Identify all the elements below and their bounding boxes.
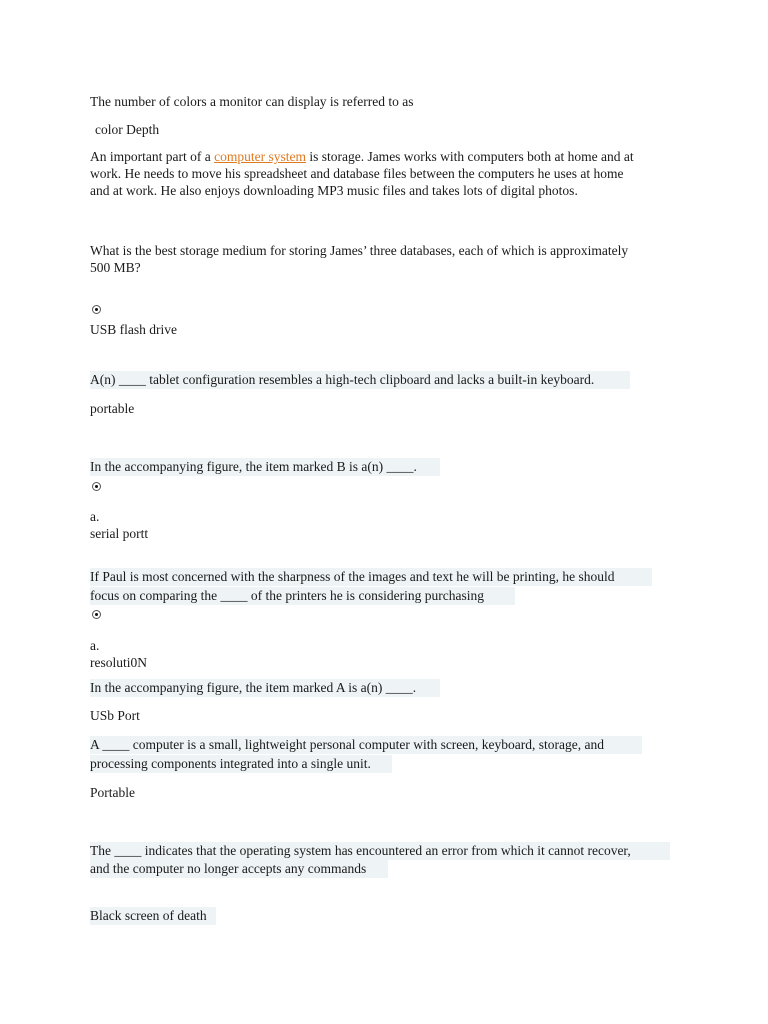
scenario-line-1 — [90, 148, 634, 166]
option-letter: a. — [90, 638, 100, 653]
radio-button-icon — [92, 305, 101, 314]
radio-selected[interactable] — [92, 478, 101, 496]
answer-portable: portable — [90, 401, 135, 416]
question-item-b: In the accompanying figure, the item marked B is a(n) ____. — [90, 458, 440, 476]
answer-resolution: resoluti0N — [90, 655, 147, 670]
question-computer-line-1: A ____ computer is a small, lightweight personal computer with screen, keyboard, storage, and — [90, 736, 642, 754]
scenario-line-2: work. He needs to move his spreadsheet and database files between the computers he uses at home — [90, 166, 624, 181]
answer-serial-port: serial portt — [90, 526, 149, 541]
option-letter: a. — [90, 509, 100, 524]
radio-selected[interactable] — [92, 606, 101, 624]
question-item-a: In the accompanying figure, the item marked A is a(n) ____. — [90, 679, 440, 697]
question-tablet: A(n) ____ tablet configuration resembles a high-tech clipboard and lacks a built-in keyboard. — [90, 371, 630, 389]
question-error-line-2: and the computer no longer accepts any commands — [90, 860, 388, 878]
answer-usb-port: USb Port — [90, 708, 140, 723]
scenario-text-after: is storage. James works with computers both at home and at — [305, 149, 634, 164]
question-computer-line-2: processing components integrated into a single unit. — [90, 755, 392, 773]
radio-button-icon — [92, 610, 101, 619]
question-colors: The number of colors a monitor can display is referred to as — [90, 94, 414, 109]
radio-button-icon — [92, 482, 101, 491]
scenario-line-3: and at work. He also enjoys downloading MP3 music files and takes lots of digital photos. — [90, 183, 578, 198]
answer-usb-flash-drive: USB flash drive — [90, 322, 177, 337]
radio-selected[interactable] — [92, 301, 101, 319]
question-storage-line-1: What is the best storage medium for storing James’ three databases, each of which is approximately — [90, 243, 629, 258]
question-printer-line-1: If Paul is most concerned with the sharpness of the images and text he will be printing, he should — [90, 568, 652, 586]
question-storage-line-2: 500 MB? — [90, 260, 141, 275]
answer-black-screen: Black screen of death — [90, 907, 216, 925]
question-error-line-1: The ____ indicates that the operating system has encountered an error from which it cannot recover, — [90, 842, 670, 860]
answer-portable-computer: Portable — [90, 785, 135, 800]
question-printer-line-2: focus on comparing the ____ of the printers he is considering purchasing — [90, 587, 515, 605]
scenario-text-before: An important part of a — [90, 149, 215, 164]
computer-system-link[interactable]: computer system — [214, 149, 306, 164]
answer-color-depth: color Depth — [95, 122, 160, 137]
